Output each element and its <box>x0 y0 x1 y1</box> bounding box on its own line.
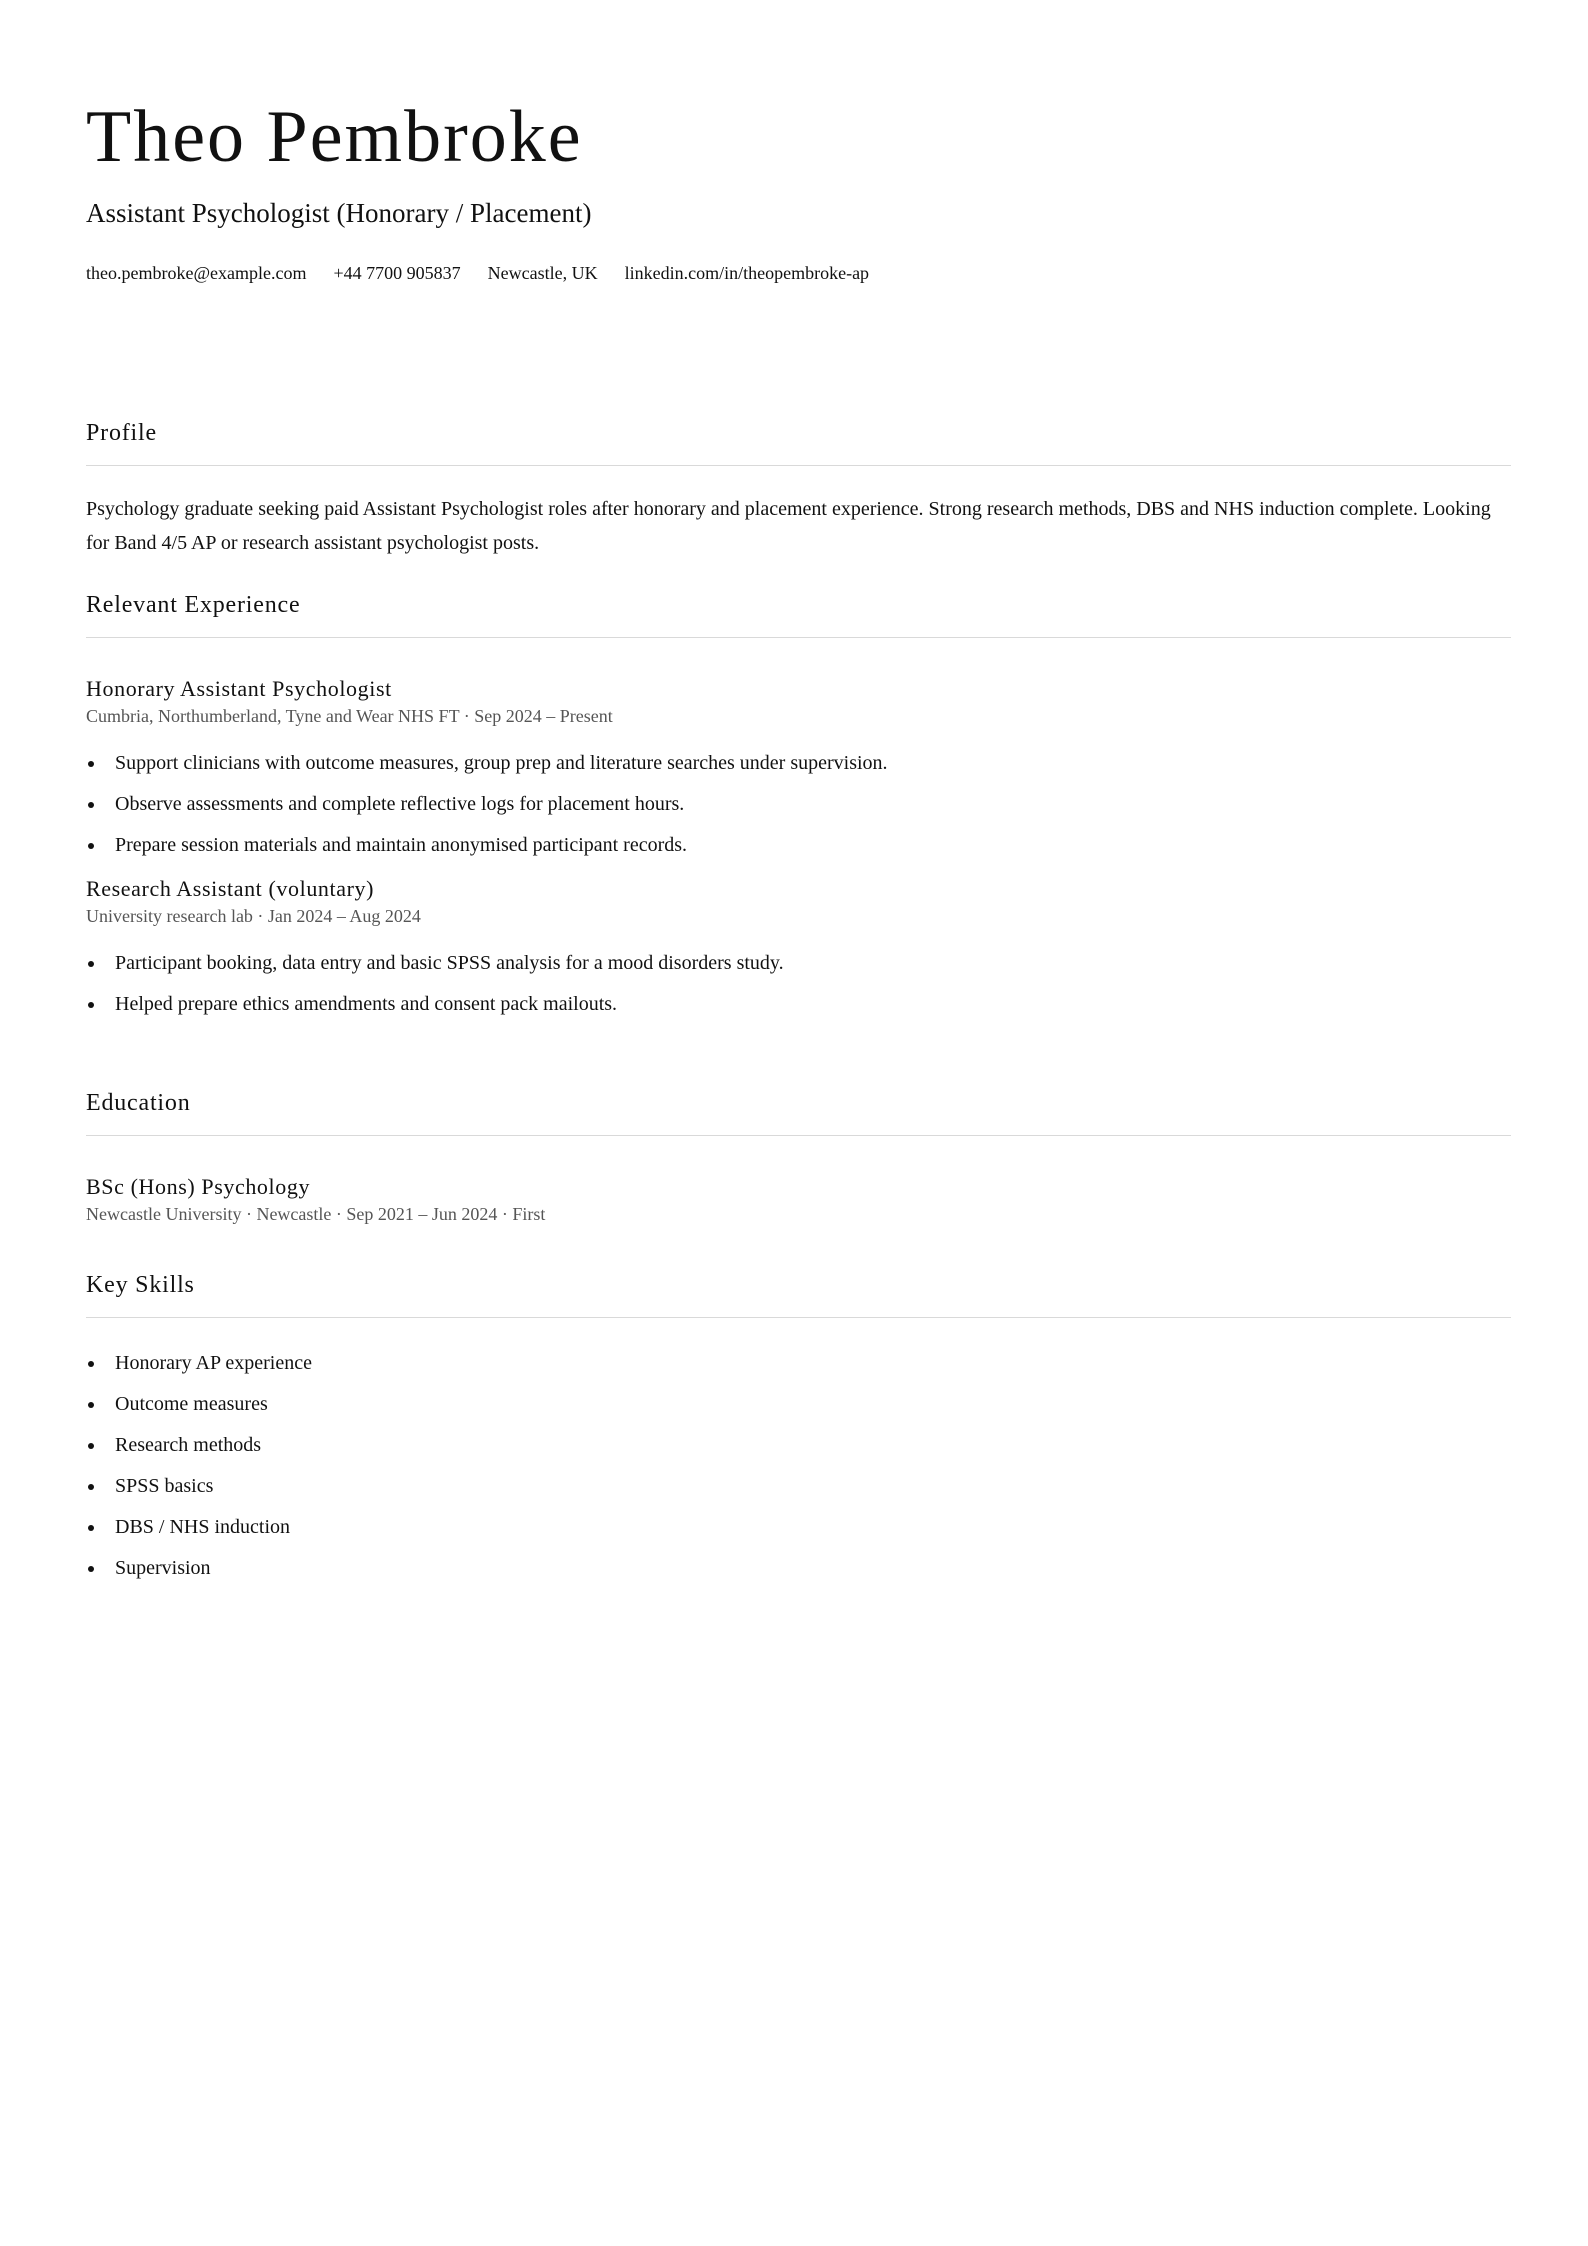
skill-item: SPSS basics <box>86 1466 1511 1507</box>
contact-email: theo.pembroke@example.com <box>86 263 307 283</box>
experience-section <box>86 590 1511 1025</box>
skill-item: Honorary AP experience <box>86 1343 1511 1384</box>
skill-item: Research methods <box>86 1425 1511 1466</box>
role-bullet: Prepare session materials and maintain anonymised participant records. <box>86 825 1511 866</box>
contact-linkedin: linkedin.com/in/theopembroke-ap <box>624 263 870 283</box>
role-title: Honorary Assistant Psychologist <box>86 676 392 701</box>
contact-location: Newcastle, UK <box>487 263 598 283</box>
role-bullets <box>86 743 1511 866</box>
role-bullet: Helped prepare ethics amendments and consent pack mailouts. <box>86 984 1511 1025</box>
role-meta: Cumbria, Northumberland, Tyne and Wear NHS FT · Sep 2024 – Present <box>86 706 613 726</box>
skills-section <box>86 1270 1511 1589</box>
education-section <box>86 1088 1511 1226</box>
education-item <box>86 1172 1511 1226</box>
candidate-name: Theo Pembroke <box>86 96 583 178</box>
experience-heading: Relevant Experience <box>86 590 1511 638</box>
degree-meta: Newcastle University · Newcastle · Sep 2021 – Jun 2024 · First <box>86 1204 546 1224</box>
experience-role <box>86 874 1511 1025</box>
role-bullet: Observe assessments and complete reflective logs for placement hours. <box>86 784 1511 825</box>
skills-list <box>86 1343 1511 1589</box>
contact-phone: +44 7700 905837 <box>333 263 461 283</box>
role-meta: University research lab · Jan 2024 – Aug 2024 <box>86 906 421 926</box>
experience-role <box>86 674 1511 866</box>
skill-item: DBS / NHS induction <box>86 1507 1511 1548</box>
degree-title: BSc (Hons) Psychology <box>86 1174 311 1199</box>
profile-section <box>86 418 1511 560</box>
contact-line <box>86 261 869 285</box>
profile-summary: Psychology graduate seeking paid Assistant Psychologist roles after honorary and placement experience. Strong research methods, DBS and NHS induction complete. Looking for Band 4/5 AP or research assistant psychologist posts. <box>86 498 1491 554</box>
skills-heading: Key Skills <box>86 1270 1511 1318</box>
role-bullet: Support clinicians with outcome measures, group prep and literature searches under supervision. <box>86 743 1511 784</box>
skill-item: Supervision <box>86 1548 1511 1589</box>
education-heading: Education <box>86 1088 1511 1136</box>
candidate-headline: Assistant Psychologist (Honorary / Placement) <box>86 198 592 228</box>
role-bullet: Participant booking, data entry and basic SPSS analysis for a mood disorders study. <box>86 943 1511 984</box>
skill-item: Outcome measures <box>86 1384 1511 1425</box>
profile-heading: Profile <box>86 418 1511 466</box>
role-bullets <box>86 943 1511 1025</box>
role-title: Research Assistant (voluntary) <box>86 876 375 901</box>
